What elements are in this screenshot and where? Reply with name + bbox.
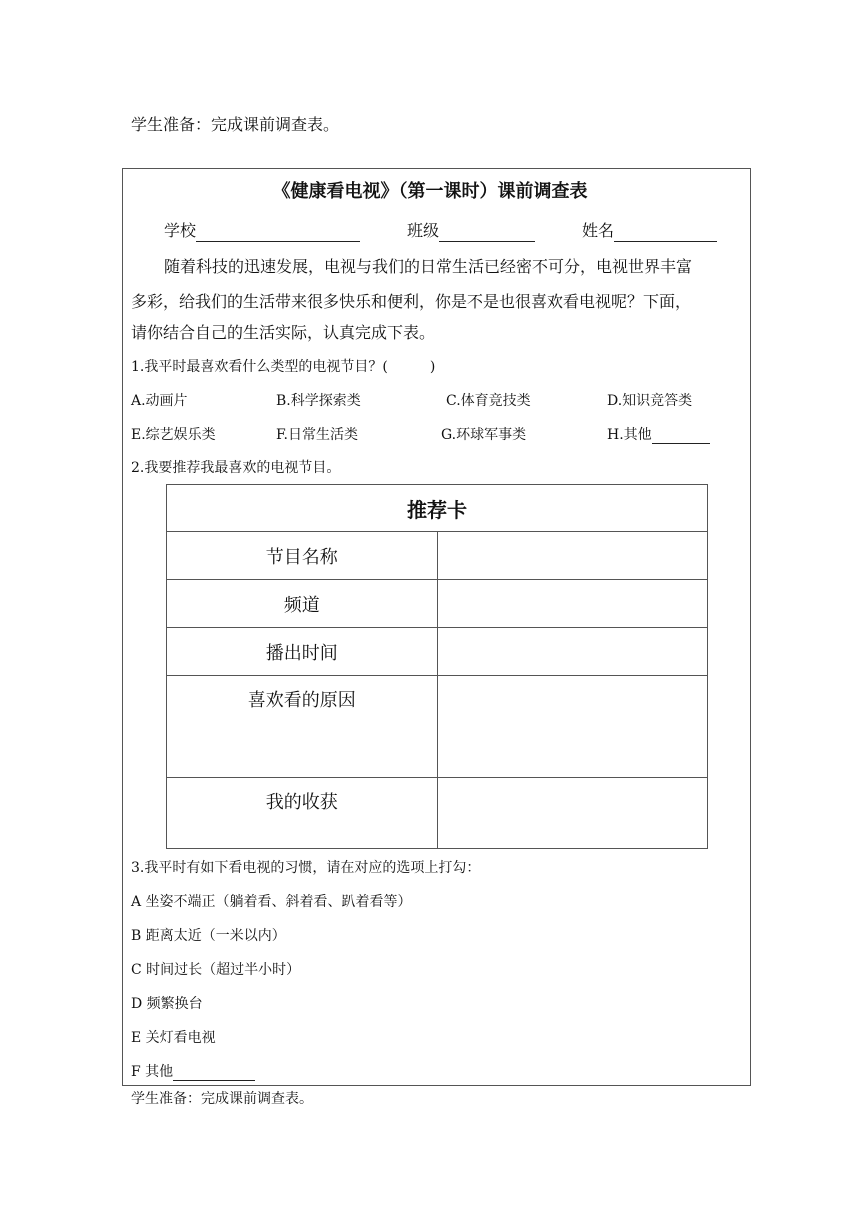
gains-cell[interactable] [437, 778, 708, 849]
q3-option-f[interactable] [131, 1063, 255, 1081]
class-field[interactable] [407, 220, 535, 242]
q1-option-a[interactable]: A.动画片 [131, 393, 188, 409]
q3-option-b[interactable]: B 距离太近（一米以内） [131, 928, 286, 944]
school-field[interactable] [164, 220, 360, 242]
q1-option-e[interactable]: E.综艺娱乐类 [131, 427, 216, 443]
intro-line-3: 请你结合自己的生活实际，认真完成下表。 [131, 323, 436, 342]
q1-other-blank[interactable] [652, 426, 710, 444]
reason-cell[interactable] [437, 676, 708, 778]
gains-label: 我的收获 [167, 778, 438, 849]
footer-note: 学生准备：完成课前调查表。 [131, 1091, 313, 1107]
q3-other-blank[interactable] [173, 1063, 255, 1081]
program-name-label: 节目名称 [167, 532, 438, 580]
channel-cell[interactable] [437, 580, 708, 628]
channel-label: 频道 [167, 580, 438, 628]
class-blank[interactable] [439, 224, 535, 242]
survey-title: 《健康看电视》（第一课时）课前调查表 [272, 181, 588, 202]
q3-option-d[interactable]: D 频繁换台 [131, 996, 203, 1012]
q3-option-c[interactable]: C 时间过长（超过半小时） [131, 962, 301, 978]
reason-label: 喜欢看的原因 [167, 676, 438, 778]
intro-line-1: 随着科技的迅速发展，电视与我们的日常生活已经密不可分，电视世界丰富 [164, 257, 693, 276]
q1-option-d[interactable]: D.知识竞答类 [607, 393, 693, 409]
q1-option-h[interactable] [607, 426, 710, 444]
q1-option-g[interactable]: G.环球军事类 [441, 427, 527, 443]
question-3: 3.我平时有如下看电视的习惯，请在对应的选项上打勾： [131, 860, 481, 876]
q1-option-h-label: H.其他 [607, 427, 652, 443]
recommend-card-title: 推荐卡 [167, 485, 708, 532]
class-label: 班级 [407, 221, 440, 240]
air-time-label: 播出时间 [167, 628, 438, 676]
recommend-card-table [166, 484, 708, 849]
program-name-cell[interactable] [437, 532, 708, 580]
question-1: 1.我平时最喜欢看什么类型的电视节目？( ) [131, 359, 436, 375]
school-blank[interactable] [196, 224, 360, 242]
q3-option-e[interactable]: E 关灯看电视 [131, 1030, 216, 1046]
intro-line-2: 多彩，给我们的生活带来很多快乐和便利，你是不是也很喜欢看电视呢？下面， [131, 292, 692, 311]
q3-option-f-label: F 其他 [131, 1064, 174, 1080]
question-2: 2.我要推荐我最喜欢的电视节目。 [131, 460, 341, 476]
name-blank[interactable] [614, 224, 717, 242]
q3-option-a[interactable]: A 坐姿不端正（躺着看、斜着看、趴着看等） [131, 894, 412, 910]
q1-option-f[interactable]: F.日常生活类 [276, 427, 358, 443]
header-note: 学生准备：完成课前调查表。 [131, 115, 340, 134]
name-field[interactable] [582, 220, 717, 242]
q1-option-b[interactable]: B.科学探索类 [276, 393, 361, 409]
school-label: 学校 [164, 221, 197, 240]
name-label: 姓名 [582, 221, 615, 240]
air-time-cell[interactable] [437, 628, 708, 676]
q1-option-c[interactable]: C.体育竞技类 [446, 393, 531, 409]
